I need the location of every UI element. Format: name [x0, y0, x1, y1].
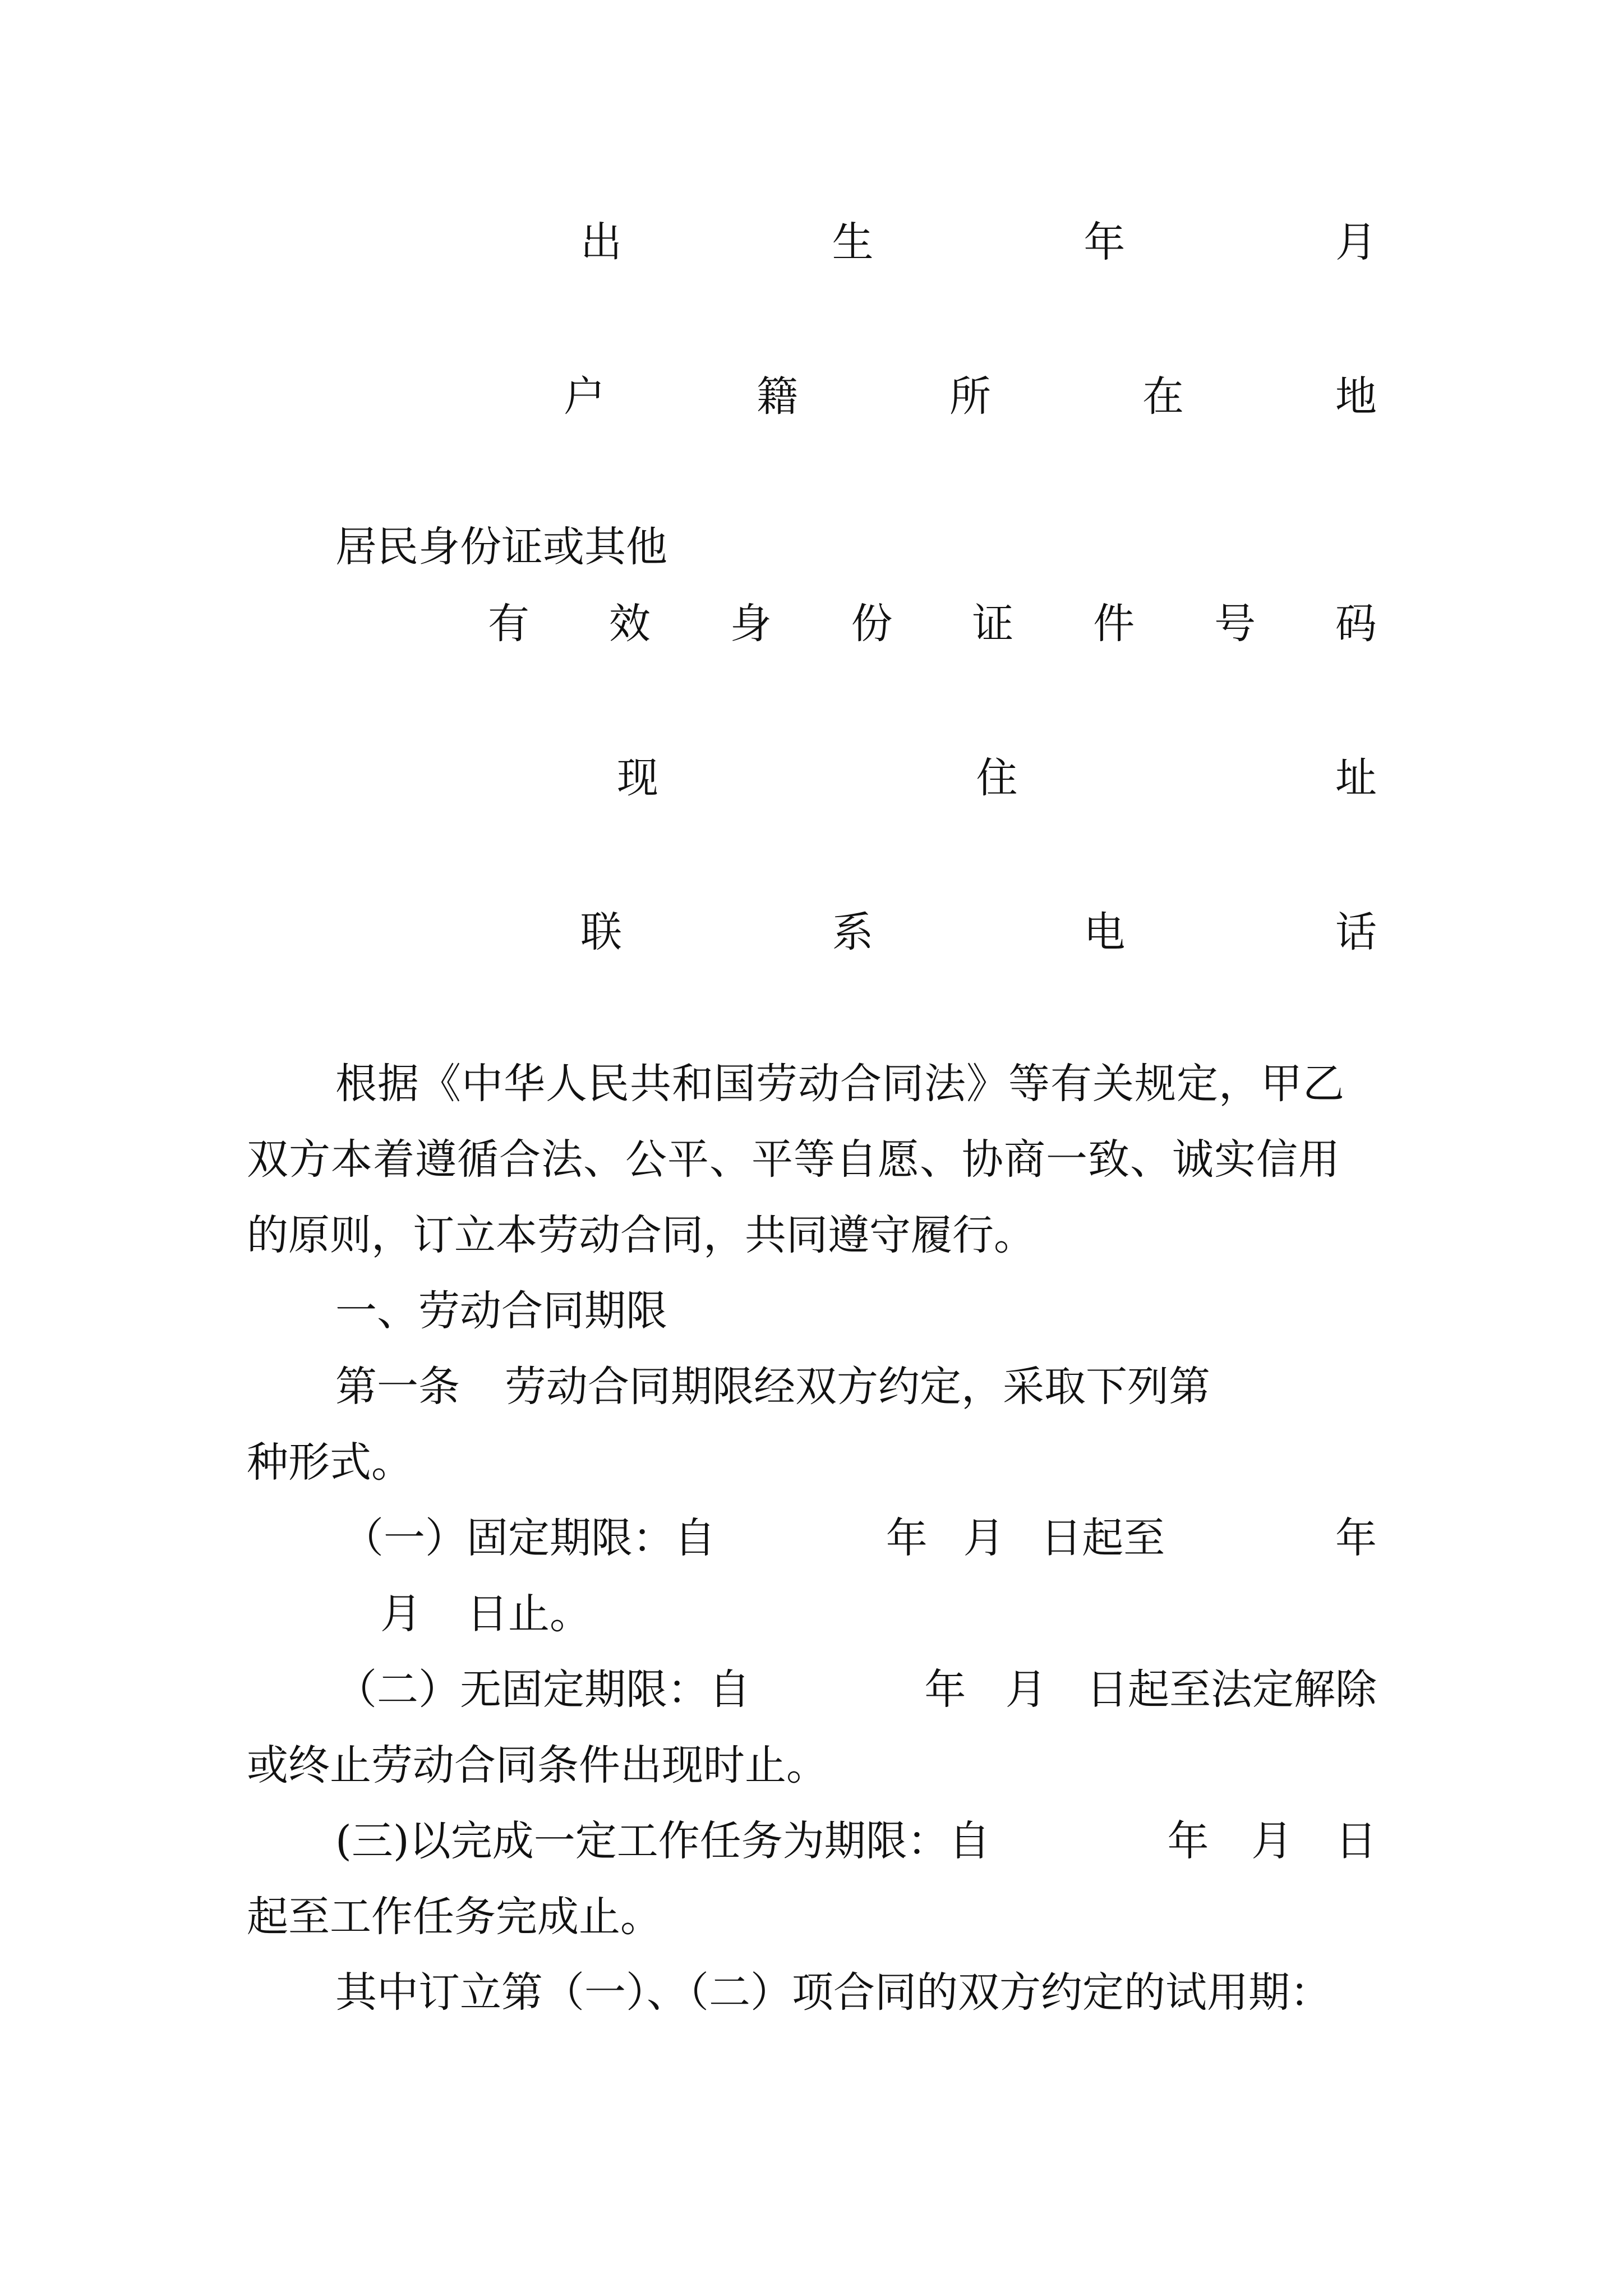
birth-char: 年	[1083, 218, 1126, 266]
address-char: 住	[976, 754, 1018, 802]
article-1-line-2: 种形式。	[247, 1438, 413, 1487]
article-text: 劳动合同期限经双方约定，采取下列第	[505, 1363, 1210, 1411]
birth-date-label	[580, 218, 1377, 266]
probation-line: 其中订立第（一）、（二）项合同的双方约定的试用期：	[335, 1968, 1331, 2017]
option-1-end-month: 月	[380, 1590, 422, 1638]
intro-line-1: 根据《中华人民共和国劳动合同法》等有关规定，甲乙	[335, 1060, 1345, 1108]
option-3-year: 年	[1167, 1817, 1209, 1865]
id-char: 份	[851, 600, 893, 648]
hukou-char: 地	[1335, 372, 1377, 421]
address-char: 现	[617, 754, 658, 802]
intro-line-3: 的原则，订立本劳动合同，共同遵守履行。	[247, 1211, 1035, 1259]
option-3-day: 日	[1335, 1817, 1377, 1865]
hukou-char: 在	[1142, 372, 1184, 421]
option-2-day-to: 日起至法定解除	[1086, 1665, 1377, 1714]
option-1-month: 月	[963, 1514, 1005, 1562]
option-1-line-1	[342, 1514, 1377, 1562]
option-1-prefix: （一）固定期限：自	[342, 1514, 716, 1562]
phone-char: 电	[1083, 908, 1126, 956]
option-2-line-2: 或终止劳动合同条件出现时止。	[247, 1741, 828, 1789]
option-3-month: 月	[1251, 1817, 1293, 1865]
hukou-char: 所	[949, 372, 991, 421]
article-number: 第一条	[335, 1363, 460, 1411]
option-2-month: 月	[1005, 1665, 1047, 1714]
id-char: 码	[1335, 600, 1377, 648]
id-char: 身	[730, 600, 772, 648]
option-3-line-1	[335, 1817, 1377, 1865]
option-2-year: 年	[924, 1665, 966, 1714]
option-2-prefix: （二）无固定期限：自	[335, 1665, 750, 1714]
section-title: 一、劳动合同期限	[335, 1287, 667, 1335]
id-char: 效	[608, 600, 651, 648]
option-1-end-year: 年	[1335, 1514, 1377, 1562]
birth-char: 出	[580, 218, 622, 266]
phone-char: 话	[1335, 908, 1377, 956]
article-1-line-1	[335, 1363, 1210, 1411]
hukou-char: 籍	[757, 372, 798, 421]
birth-char: 月	[1335, 218, 1377, 266]
birth-char: 生	[832, 218, 874, 266]
id-number-label	[488, 600, 1377, 648]
address-char: 址	[1335, 754, 1377, 802]
id-char: 证	[972, 600, 1014, 648]
id-label-prefix: 居民身份证或其他	[335, 523, 667, 571]
phone-char: 系	[832, 908, 874, 956]
option-1-line-2	[380, 1590, 591, 1638]
phone-label	[580, 908, 1377, 956]
id-char: 有	[488, 600, 529, 648]
phone-char: 联	[580, 908, 622, 956]
option-1-year: 年	[886, 1514, 928, 1562]
option-1-day-to: 日起至	[1040, 1514, 1165, 1562]
intro-line-2: 双方本着遵循合法、公平、平等自愿、协商一致、诚实信用	[247, 1135, 1340, 1184]
hukou-location-label	[564, 372, 1377, 421]
address-label	[617, 754, 1377, 802]
option-3-prefix: (三)以完成一定工作任务为期限：自	[335, 1817, 990, 1865]
option-1-end-day: 日止。	[467, 1590, 591, 1638]
option-3-line-2: 起至工作任务完成止。	[247, 1893, 662, 1941]
id-char: 件	[1093, 600, 1135, 648]
hukou-char: 户	[564, 372, 605, 421]
id-char: 号	[1214, 600, 1256, 648]
option-2-line-1	[335, 1665, 1377, 1714]
